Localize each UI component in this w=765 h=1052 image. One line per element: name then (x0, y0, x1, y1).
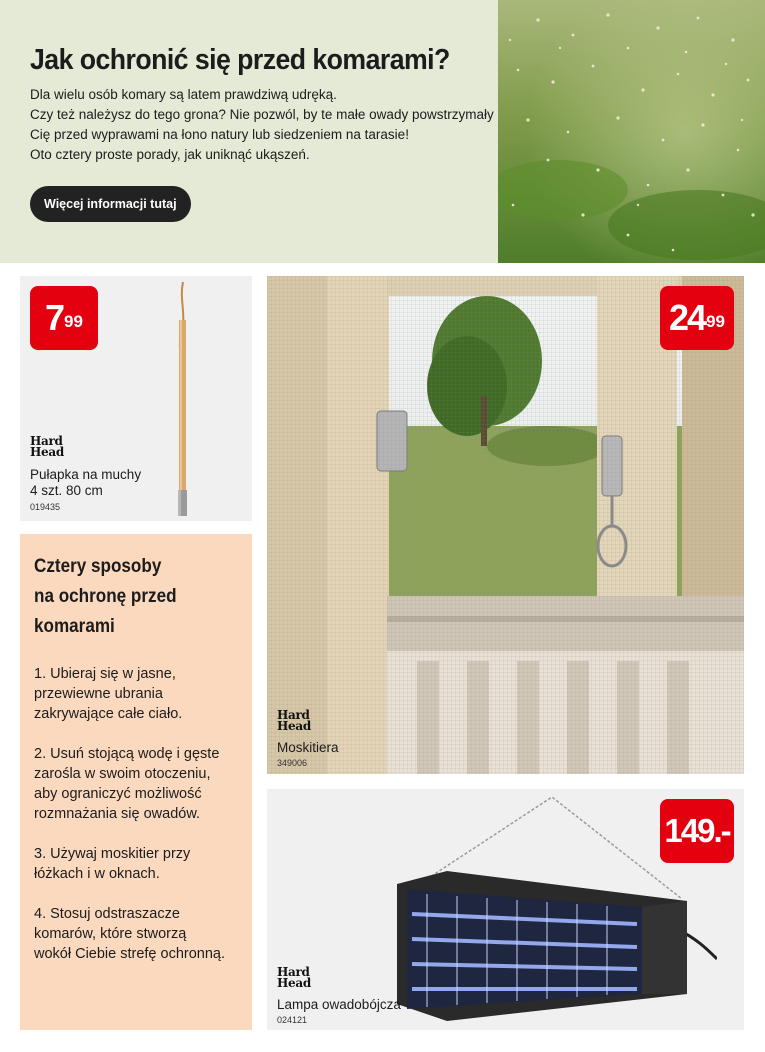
price-tag (660, 286, 734, 350)
price-tag (660, 799, 734, 863)
brand-word: Hard (30, 434, 63, 448)
tip-line: 1. Ubieraj się w jasne, (34, 666, 176, 682)
tip-item (34, 844, 264, 884)
tip-line: przewiewne ubrania (34, 686, 163, 702)
tip-line: 2. Usuń stojącą wodę i gęste (34, 746, 220, 762)
price-cents: 99 (706, 312, 725, 331)
brand-word: Head (277, 719, 311, 733)
mosquito-net-photo (267, 276, 744, 774)
brand-logo (277, 710, 311, 732)
product-name-line: Pułapka na muchy (30, 467, 142, 482)
product-code: 024121 (277, 1015, 308, 1025)
hero-line: Cię przed wyprawami na łono natury lub siedzeniem na tarasie! (30, 127, 409, 142)
tips-title-line: na ochronę przed (34, 586, 177, 607)
hero-banner (0, 0, 765, 263)
brand-word: Hard (277, 965, 310, 979)
product-card-mosquito-net[interactable] (267, 276, 744, 774)
hero-description (30, 85, 500, 165)
product-name (277, 997, 401, 1013)
hero-line: Czy też należysz do tego grona? Nie pozwól, by te małe owady powstrzymały (30, 107, 494, 122)
product-name-line: Lampa owadobójcza (277, 997, 401, 1012)
brand-word: Head (277, 976, 311, 990)
brand-logo (30, 436, 64, 458)
mosquito-swarm-photo (498, 0, 765, 263)
price-main: 7 (45, 297, 64, 338)
tips-title (34, 552, 241, 642)
tips-list (34, 664, 238, 964)
product-card-fly-trap[interactable] (20, 276, 252, 521)
hero-line: Dla wielu osób komary są latem prawdziwą udręką. (30, 87, 337, 102)
more-info-button[interactable]: Więcej informacji tutaj (30, 186, 191, 222)
price-main: 149.- (664, 812, 730, 849)
tip-line: rozmnażania się owadów. (34, 806, 201, 822)
brand-word: Hard (277, 708, 310, 722)
fly-trap-image (165, 280, 201, 518)
tip-line: aby ograniczyć możliwość (34, 786, 202, 802)
price-cents: 99 (64, 312, 83, 331)
tip-item (34, 664, 264, 724)
tip-line: zarośla w swoim otoczeniu, (34, 766, 211, 782)
tips-title-line: Cztery sposoby (34, 556, 162, 577)
product-name-line: 4 szt. 80 cm (30, 483, 103, 498)
product-name (277, 740, 339, 756)
price-main: 24 (669, 297, 706, 338)
price-tag (30, 286, 98, 350)
tip-line: wokół Ciebie strefę ochronną. (34, 946, 226, 962)
product-card-bug-zapper[interactable] (267, 789, 744, 1030)
product-name (30, 467, 141, 499)
tip-item (34, 744, 264, 824)
tips-box (20, 534, 252, 1030)
tip-line: zakrywające całe ciało. (34, 706, 183, 722)
hero-line: Oto cztery proste porady, jak uniknąć ukąszeń. (30, 147, 310, 162)
hero-title: Jak ochronić się przed komarami? (30, 44, 450, 76)
tip-line: łóżkach i w oknach. (34, 866, 160, 882)
tip-line: komarów, które stworzą (34, 926, 187, 942)
brand-word: Head (30, 445, 64, 459)
product-code: 349006 (277, 758, 308, 768)
product-code: 019435 (30, 502, 61, 512)
tip-line: 4. Stosuj odstraszacze (34, 906, 180, 922)
product-name-line: Moskitiera (277, 740, 339, 755)
brand-logo (277, 967, 311, 989)
tips-title-line: komarami (34, 616, 115, 637)
tip-item (34, 904, 264, 964)
tip-line: 3. Używaj moskitier przy (34, 846, 191, 862)
